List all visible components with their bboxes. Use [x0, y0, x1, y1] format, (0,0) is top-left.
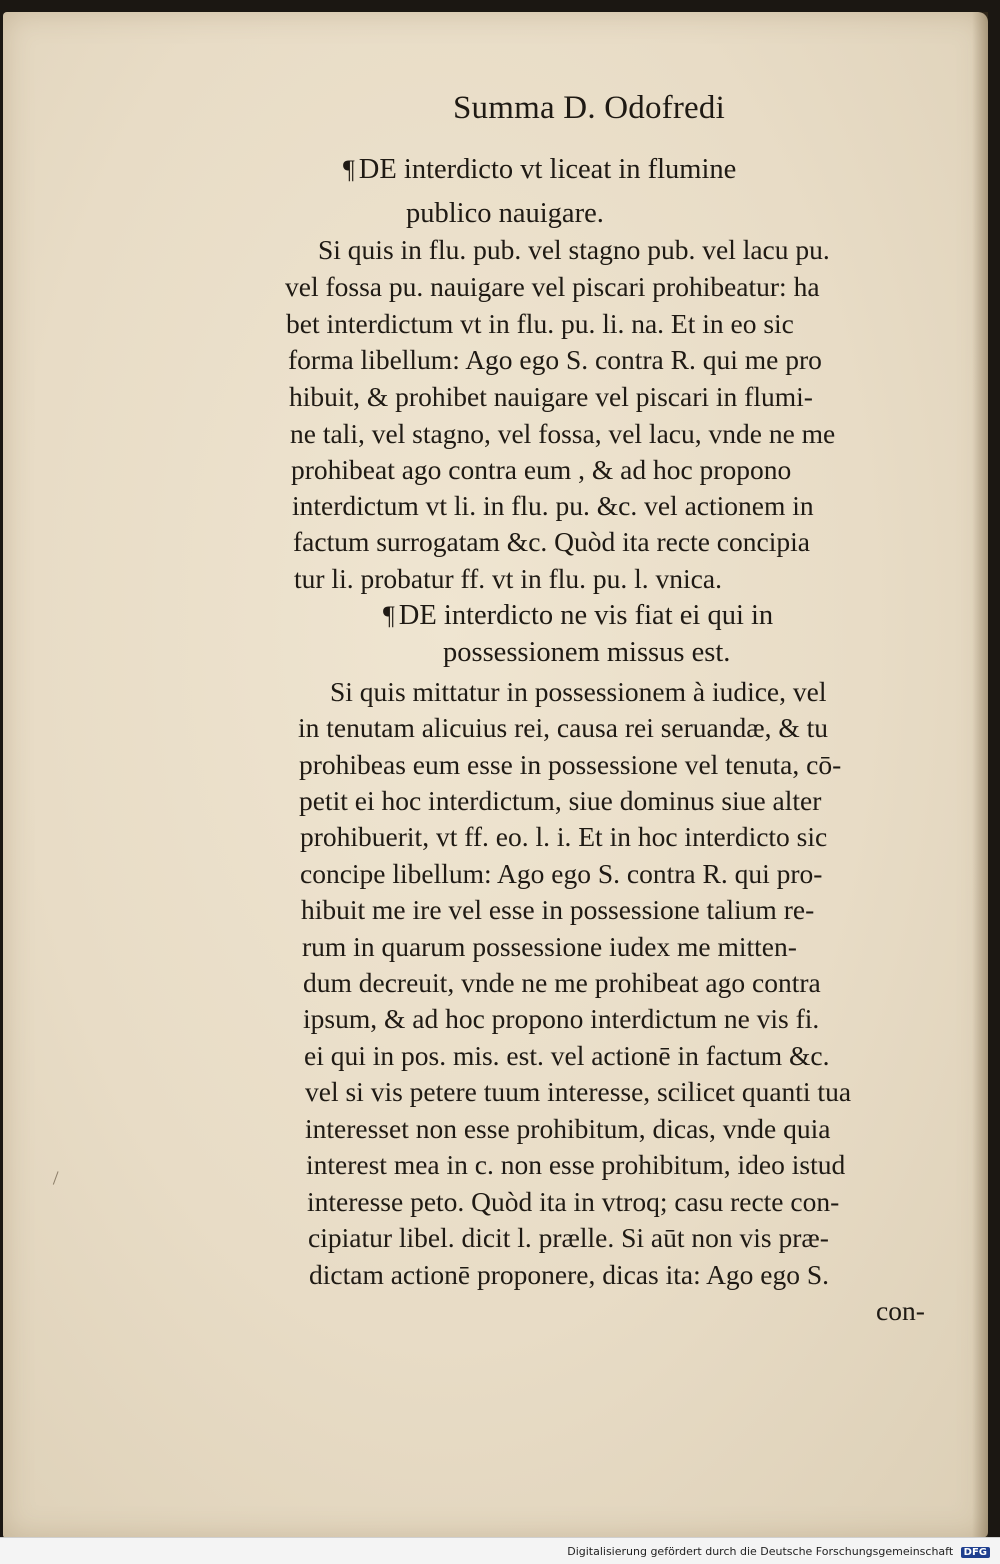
- footer-band: [0, 1537, 1000, 1564]
- section2-body-line: prohibeas eum esse in possessione vel tenuta, cō-: [299, 749, 842, 780]
- section1-body-line: bet interdictum vt in flu. pu. li. na. Et in eo sic: [286, 308, 794, 339]
- section1-body-line: Si quis in flu. pub. vel stagno pub. vel lacu pu.: [318, 234, 830, 265]
- section2-body-line: concipe libellum: Ago ego S. contra R. qui pro-: [300, 858, 823, 889]
- section1-body-line: factum surrogatam &c. Quòd ita recte concipia: [293, 526, 810, 557]
- footer-credit: [567, 1545, 990, 1558]
- section1-body-line: tur li. probatur ff. vt in flu. pu. l. vnica.: [294, 563, 722, 594]
- section2-body-line: Si quis mittatur in possessionem à iudice, vel: [330, 676, 827, 707]
- section2-body-line: petit ei hoc interdictum, siue dominus siue alter: [299, 785, 822, 816]
- margin-mark: [53, 1171, 64, 1187]
- section1-body-line: hibuit, & prohibet nauigare vel piscari in flumi-: [289, 381, 813, 412]
- catchword: con-: [876, 1295, 925, 1326]
- section2-body-line: rum in quarum possessione iudex me mitten-: [302, 931, 797, 962]
- section2-body-line: in tenutam alicuius rei, causa rei seruandæ, & tu: [298, 712, 828, 743]
- section1-body-line: interdictum vt li. in flu. pu. &c. vel actionem in: [292, 490, 814, 521]
- section2-heading-text1: DE interdicto ne vis fiat ei qui in: [398, 600, 774, 631]
- section2-heading-line1: [383, 598, 773, 634]
- section2-body-line: prohibuerit, vt ff. eo. l. i. Et in hoc interdicto sic: [300, 821, 828, 852]
- section2-body-line: interesset non esse prohibitum, dicas, vnde quia: [305, 1113, 831, 1144]
- section2-body-line: vel si vis petere tuum interesse, scilicet quanti tua: [305, 1076, 852, 1107]
- section1-heading-line1: [343, 152, 736, 188]
- dfg-logo-icon: DFG: [961, 1547, 990, 1558]
- section2-body-line: interesse peto. Quòd ita in vtroq; casu recte con-: [307, 1186, 840, 1217]
- section2-body-line: cipiatur libel. dicit l. prælle. Si aūt non vis præ-: [308, 1222, 829, 1253]
- page-edge-shadow: [972, 12, 988, 1538]
- section2-body-line: dictam actionē proponere, dicas ita: Ago ego S.: [309, 1259, 830, 1290]
- section2-body-line: dum decreuit, vnde ne me prohibeat ago contra: [303, 967, 821, 998]
- section1-body-line: ne tali, vel stagno, vel fossa, vel lacu, vnde ne me: [290, 418, 836, 449]
- section2-heading-line2: possessionem missus est.: [443, 637, 731, 668]
- credit-text: Digitalisierung gefördert durch die Deutsche Forschungsgemeinschaft: [567, 1545, 954, 1558]
- section1-body-line: vel fossa pu. nauigare vel piscari prohibeatur: ha: [285, 271, 820, 302]
- pilcrow-icon: ¶: [383, 601, 395, 630]
- section2-body-line: interest mea in c. non esse prohibitum, ideo istud: [306, 1149, 846, 1180]
- section1-body-line: forma libellum: Ago ego S. contra R. qui me pro: [288, 344, 822, 375]
- section1-heading-text1: DE interdicto vt liceat in flumine: [358, 154, 737, 185]
- section2-body-line: hibuit me ire vel esse in possessione talium re-: [301, 894, 815, 925]
- section2-body-line: ipsum, & ad hoc propono interdictum ne vis fi.: [303, 1003, 820, 1034]
- section2-body-line: ei qui in pos. mis. est. vel actionē in factum &c.: [304, 1040, 830, 1071]
- section1-heading-line2: publico nauigare.: [406, 198, 604, 229]
- book-page: [3, 12, 988, 1538]
- running-header: Summa D. Odofredi: [453, 90, 725, 126]
- section1-body-line: prohibeat ago contra eum , & ad hoc propono: [291, 454, 792, 485]
- pilcrow-icon: ¶: [343, 155, 355, 184]
